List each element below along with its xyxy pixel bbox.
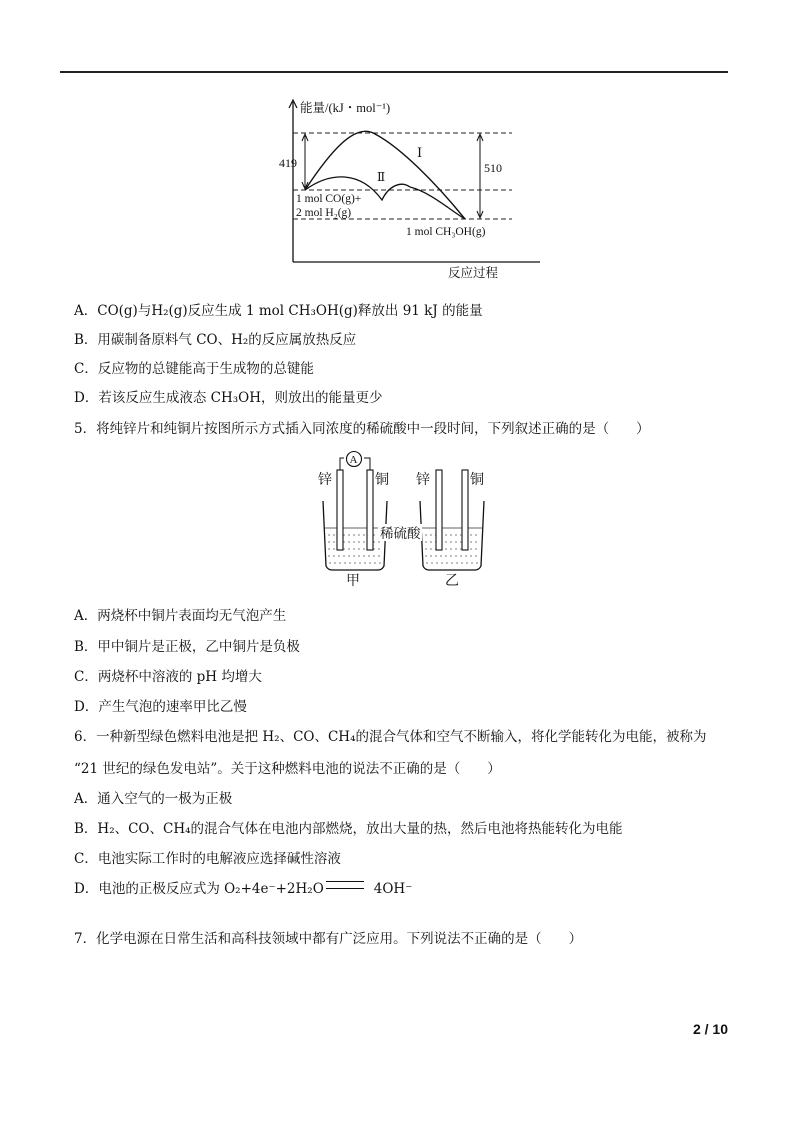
q4-option-d: D．若该反应生成液态 CH₃OH，则放出的能量更少 <box>74 390 383 406</box>
page-number: 2 / 10 <box>692 1021 728 1037</box>
curve-2-label: Ⅱ <box>377 170 386 184</box>
product-label: 1 mol CH₃OH(g) <box>406 226 486 238</box>
q7-stem: 7．化学电源在日常生活和高科技领域中都有广泛应用。下列说法不正确的是（ ） <box>74 931 583 947</box>
header-rule <box>60 71 728 73</box>
beaker-left-label: 甲 <box>346 574 360 589</box>
q6-option-d-suffix: 4OH⁻ <box>373 881 413 897</box>
q5-option-a: A．两烧杯中铜片表面均无气泡产生 <box>74 608 287 624</box>
q5-option-b: B．甲中铜片是正极，乙中铜片是负极 <box>74 639 300 655</box>
reactant-label-1: 1 mol CO(g)+ <box>296 193 362 205</box>
q6-option-b: B．H₂、CO、CH₄的混合气体在电池内部燃烧，放出大量的热，然后电池将热能转化为电能 <box>74 821 623 837</box>
zn-left-label: 锌 <box>318 473 332 488</box>
ammeter-label: A <box>349 454 358 466</box>
q6-option-d-prefix: D．电池的正极反应式为 O₂+4e⁻+2H₂O <box>74 881 324 897</box>
label-419: 419 <box>279 156 297 170</box>
acid-label: 稀硫酸 <box>380 526 421 541</box>
curve-1-label: Ⅰ <box>417 145 423 160</box>
zn-right-label: 锌 <box>416 473 430 488</box>
q6-option-d <box>74 880 412 898</box>
q5-option-d: D．产生气泡的速率甲比乙慢 <box>74 699 247 715</box>
reactant-label-2: 2 mol H₂(g) <box>296 207 352 219</box>
cu-left-label: 铜 <box>375 473 389 488</box>
q6-option-a: A．通入空气的一极为正极 <box>74 791 233 807</box>
q6-option-c: C．电池实际工作时的电解液应选择碱性溶液 <box>74 851 341 867</box>
q4-option-b: B．用碳制备原料气 CO、H₂的反应属放热反应 <box>74 332 357 348</box>
q6-stem-line2: “21 世纪的绿色发电站”。关于这种燃料电池的说法不正确的是（ ） <box>74 761 501 777</box>
q5-option-c: C．两烧杯中溶液的 pH 均增大 <box>74 669 262 685</box>
beaker-diagram <box>300 446 510 592</box>
q6-stem-line1: 6．一种新型绿色燃料电池是把 H₂、CO、CH₄的混合气体和空气不断输入，将化学能转化为电能，被称为 <box>74 729 707 745</box>
equals-sign <box>326 881 364 889</box>
y-axis-label: 能量/(kJ・mol⁻¹) <box>300 101 391 115</box>
beaker-right-label: 乙 <box>445 574 459 589</box>
cu-right-label: 铜 <box>470 473 484 488</box>
energy-diagram <box>260 92 560 287</box>
label-510: 510 <box>484 161 502 175</box>
q4-option-a: A．CO(g)与H₂(g)反应生成 1 mol CH₃OH(g)释放出 91 kJ 的能量 <box>74 303 483 319</box>
q5-stem: 5．将纯锌片和纯铜片按图所示方式插入同浓度的稀硫酸中一段时间，下列叙述正确的是（ ） <box>74 421 650 437</box>
q4-option-c: C．反应物的总键能高于生成物的总键能 <box>74 361 314 377</box>
x-axis-label: 反应过程 <box>448 266 499 280</box>
